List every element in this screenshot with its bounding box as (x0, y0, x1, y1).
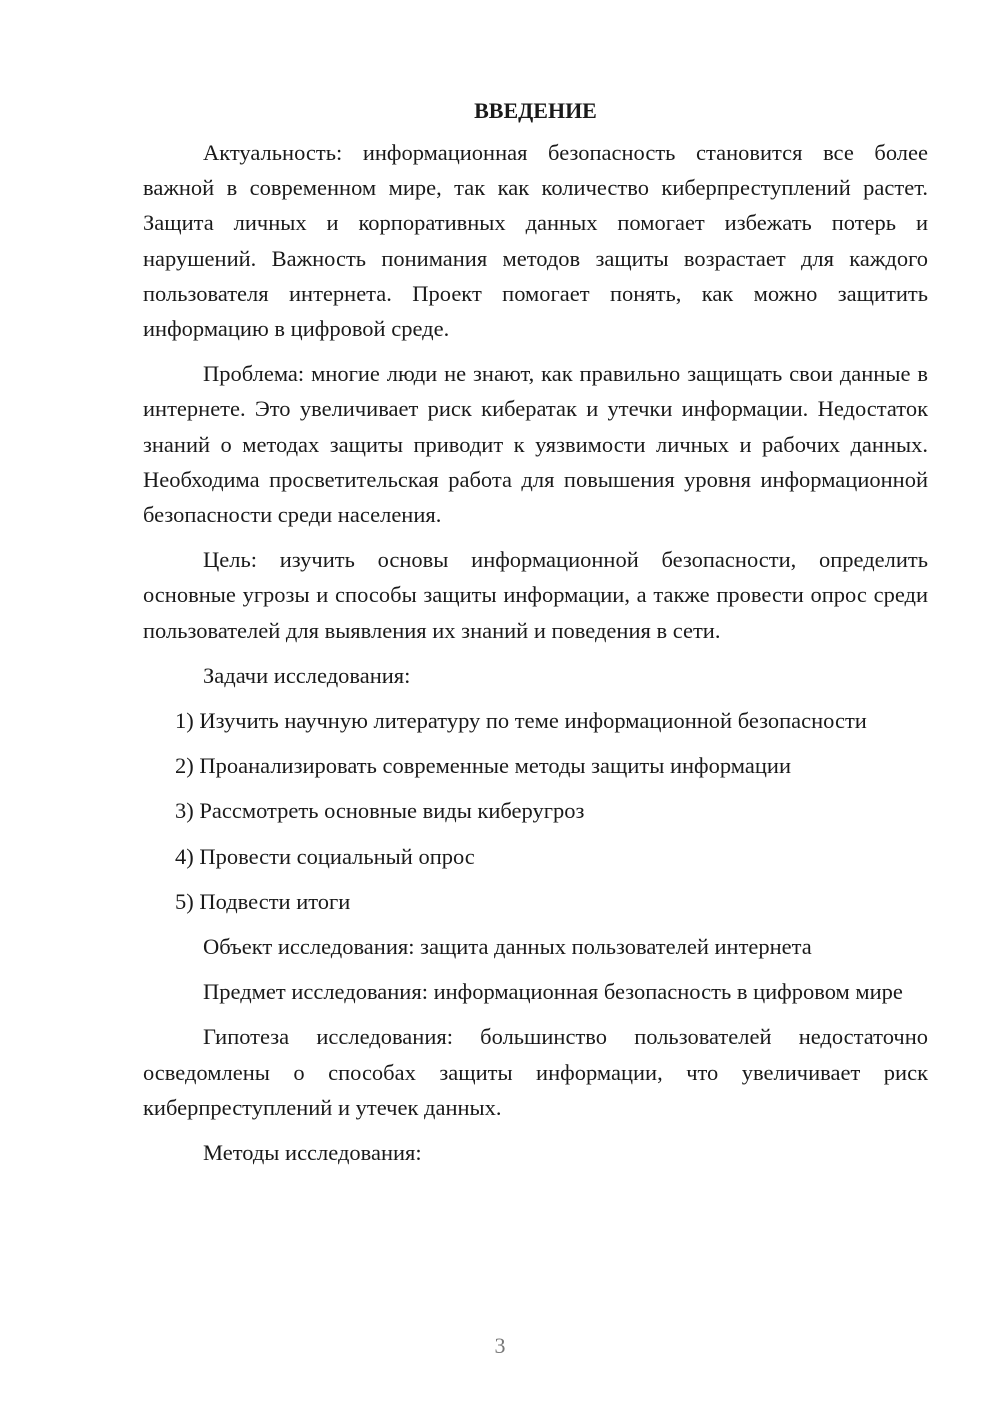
page-number: 3 (494, 1333, 506, 1358)
page-title: ВВЕДЕНИЕ (474, 98, 597, 123)
goal-paragraph: Цель: изучить основы информационной безопасности, определить основные угрозы и способы защиты информации, а также провести опрос среди пользователей для выявления их знаний и поведения в сети. (143, 547, 928, 643)
object-paragraph: Объект исследования: защита данных пользователей интернета (203, 934, 812, 960)
task-item: 4) Провести социальный опрос (175, 843, 475, 869)
subject-paragraph: Предмет исследования: информационная безопасность в цифровом мире (203, 979, 903, 1005)
methods-heading: Методы исследования: (203, 1140, 422, 1166)
task-item: 1) Изучить научную литературу по теме информационной безопасности (175, 708, 867, 734)
tasks-heading: Задачи исследования: (203, 662, 411, 688)
task-item: 2) Проанализировать современные методы защиты информации (175, 753, 791, 779)
problem-paragraph: Проблема: многие люди не знают, как правильно защищать свои данные в интернете. Это увеличивает риск кибератак и утечки информации. Недостаток знаний о методах защиты приводит к уязвимости личных и рабочих данных. Необходима просветительская работа для повышения уровня информационной безопасности среди населения. (143, 361, 928, 528)
task-item: 3) Рассмотреть основные виды киберугроз (175, 798, 585, 824)
relevance-paragraph: Актуальность: информационная безопасность становится все более важной в современном мире, так как количество киберпреступлений растет. Защита личных и корпоративных данных помогает избежать потерь и нарушений. Важность понимания методов защиты возрастает для каждого пользователя интернета. Проект помогает понять, как можно защитить информацию в цифровой среде. (143, 140, 928, 342)
hypothesis-paragraph: Гипотеза исследования: большинство пользователей недостаточно осведомлены о способах защиты информации, что увеличивает риск киберпреступлений и утечек данных. (143, 1024, 928, 1120)
task-item: 5) Подвести итоги (175, 888, 351, 914)
page-content (143, 97, 928, 1180)
